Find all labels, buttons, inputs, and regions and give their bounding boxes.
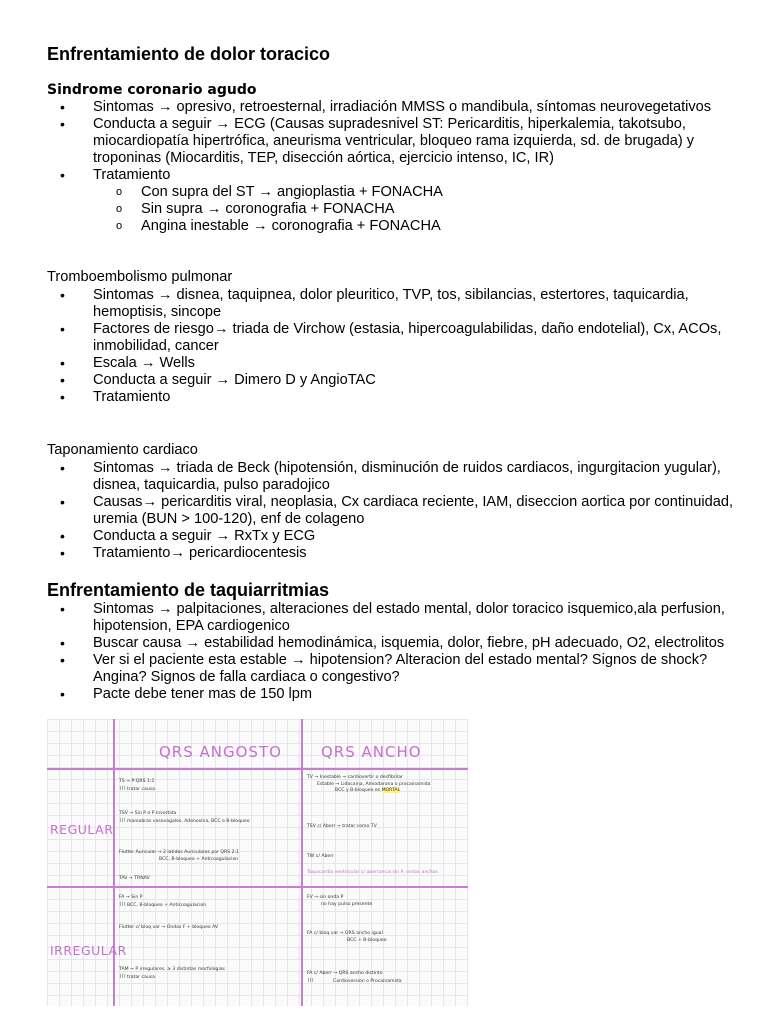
handwritten-notes-image	[47, 719, 468, 1006]
subheading-sca: Sindrome coronario agudo	[47, 82, 257, 98]
note-text: tratar causa	[127, 786, 155, 792]
note-text: FV → sin onda P	[307, 895, 344, 900]
note-text: TAM → P irregulares, ≥ 3 distintas morfologias	[119, 967, 225, 972]
list-item: • Buscar causa → estabilidad hemodinámica, isquemia, dolor, fiebre, pH adecuado, O2, electrolitos	[47, 635, 737, 652]
list-item: • Sintomas → palpitaciones, alteraciones del estado mental, dolor toracico isquemico,ala perfusion, hipotension, EPA cardiogenico	[47, 601, 737, 635]
sublist-item: o Con supra del ST → angioplastia + FONACHA	[93, 184, 768, 201]
note-text: FA c/ Aberr → QRS ancho distinto	[307, 971, 383, 976]
note-tsv	[119, 811, 250, 825]
note-text: TS → P:QRS 1:1	[119, 779, 155, 784]
note-tv	[307, 775, 430, 795]
list-sca	[47, 99, 737, 235]
grid-line-horizontal	[47, 886, 468, 888]
note-flutter-irregular	[119, 925, 218, 932]
grid-line-horizontal	[47, 768, 468, 770]
list-item: • Causas→ pericarditis viral, neoplasia, Cx cardiaca reciente, IAM, diseccion aortica por continuidad, uremia (BUN > 100-120), enf de colageno	[47, 494, 737, 528]
list-item: • Conducta a seguir → RxTx y ECG	[47, 528, 737, 545]
sublist-item: o Sin supra → coronografia + FONACHA	[93, 201, 768, 218]
note-text: BCC + B-bloqueo	[347, 937, 387, 943]
note-text: BCC, B-bloqueo + Anticoagulacion	[127, 902, 207, 908]
ecg-wave-icon: ⌇⌇⌇	[119, 973, 126, 980]
note-text: TSV → Sin P o P invertida	[119, 811, 177, 816]
note-fa	[119, 895, 206, 909]
list-item	[47, 167, 737, 235]
note-text: TW c/ Aberr	[307, 854, 334, 859]
note-fa-aberr	[307, 971, 402, 985]
note-text: Flutter Auricular → 2 latidos Auriculares por QRS 2:1	[119, 850, 240, 855]
note-text: maniobras vasovagales, Adenosina, BCC o B-bloqueo	[127, 818, 250, 824]
note-text: FA → Sin P	[119, 895, 143, 900]
note-text: tratar causa	[127, 974, 155, 980]
note-text: Taquicardia ventricular c/ aberrancia sin P, ondas anchas	[307, 870, 438, 875]
grid-line-vertical	[301, 719, 303, 1006]
list-item: • Conducta a seguir → Dimero D y AngioTAC	[47, 372, 737, 389]
list-tep	[47, 287, 737, 406]
note-tam	[119, 967, 225, 981]
list-item: • Sintomas → triada de Beck (hipotensión, disminución de ruidos cardiacos, ingurgitacion yugular), disnea, taquicardia, pulso paradojico	[47, 460, 737, 494]
list-item: • Sintomas → disnea, taquipnea, dolor pleuritico, TVP, tos, sibilancias, estertores, taquicardia, hemoptisis, sincope	[47, 287, 737, 321]
note-tw-detail	[307, 870, 438, 877]
note-tsv-aberr	[307, 824, 377, 831]
note-text: no hay pulso presente	[321, 901, 373, 907]
note-fv	[307, 895, 372, 908]
note-text: Estable → Lidocaina, Amiodarona o procainamida	[317, 781, 431, 787]
note-text: BCC, B-bloqueo + Anticoagulacion	[159, 856, 239, 862]
note-text: BCC y B-bloqueo es	[335, 788, 381, 793]
list-item-text: Tratamiento	[93, 167, 171, 183]
sublist-item: o Angina inestable → coronografia + FONACHA	[93, 218, 768, 235]
list-item: • Tratamiento	[47, 389, 737, 406]
row-header-irregular: IRREGULAR	[50, 943, 127, 958]
row-header-regular: REGULAR	[50, 822, 114, 837]
ecg-wave-icon: ⌇⌇⌇	[119, 901, 126, 908]
list-item: • Ver si el paciente esta estable → hipotension? Alteracion del estado mental? Signos de shock? Angina? Signos de falla cardiaca o congestivo?	[47, 652, 737, 686]
note-ts	[119, 779, 155, 793]
list-taquiarritmias	[47, 601, 737, 703]
col-header-qrs-angosto: QRS ANGOSTO	[159, 743, 282, 761]
list-item: • Factores de riesgo→ triada de Virchow (estasia, hipercoagulabilidas, daño endotelial), Cx, ACOs, inmobilidad, cancer	[47, 321, 737, 355]
ecg-wave-icon: ⌇⌇⌇	[119, 817, 126, 824]
grid-line-vertical	[113, 719, 115, 1006]
note-highlight: MORTAL	[381, 788, 401, 793]
col-header-qrs-ancho: QRS ANCHO	[321, 743, 422, 761]
heading-dolor-toracico: Enfrentamiento de dolor toracico	[47, 44, 331, 64]
list-item: • Conducta a seguir → ECG (Causas supradesnivel ST: Pericarditis, hiperkalemia, takotsubo, miocardiopatía hipertrófica, aneurisma ventricular, bloqueo rama izquierda, sd. de brugada) y troponinas (Miocarditis, TEP, disección aórtica, ejercicio intenso, IC, IR)	[47, 116, 737, 167]
note-text: TV → Inestable → cardiovertir o desfibrilar	[307, 775, 403, 780]
list-item: • Escala → Wells	[47, 355, 737, 372]
ecg-wave-icon: ⌇⌇⌇	[307, 977, 314, 984]
note-text: FA c/ bloq var → QRS ancho igual	[307, 931, 383, 936]
note-text: TSV c/ Aberr → tratar como TV	[307, 824, 377, 829]
heading-taquiarritmias: Enfrentamiento de taquiarritmias	[47, 580, 330, 600]
note-fa-bloq	[307, 931, 387, 944]
list-item: • Sintomas → opresivo, retroesternal, irradiación MMSS o mandibula, síntomas neurovegetativos	[47, 99, 737, 116]
list-taponamiento	[47, 460, 737, 562]
subheading-taponamiento: Taponamiento cardiaco	[47, 442, 198, 458]
note-tav	[119, 876, 150, 883]
list-item: • Pacte debe tener mas de 150 lpm	[47, 686, 737, 703]
ecg-wave-icon: ⌇⌇⌇	[119, 785, 126, 792]
note-text: Cardioversion o Procainamida	[333, 978, 402, 984]
note-tw	[307, 854, 334, 861]
note-text: Flutter c/ bloq var → Ondas F + bloqueo AV	[119, 925, 219, 930]
list-item: • Tratamiento→ pericardiocentesis	[47, 545, 737, 562]
list-sca-tratamiento	[93, 184, 768, 235]
note-flutter	[119, 850, 239, 863]
note-text: TAV → TRNAV	[119, 876, 150, 881]
subheading-tep: Tromboembolismo pulmonar	[47, 269, 233, 285]
